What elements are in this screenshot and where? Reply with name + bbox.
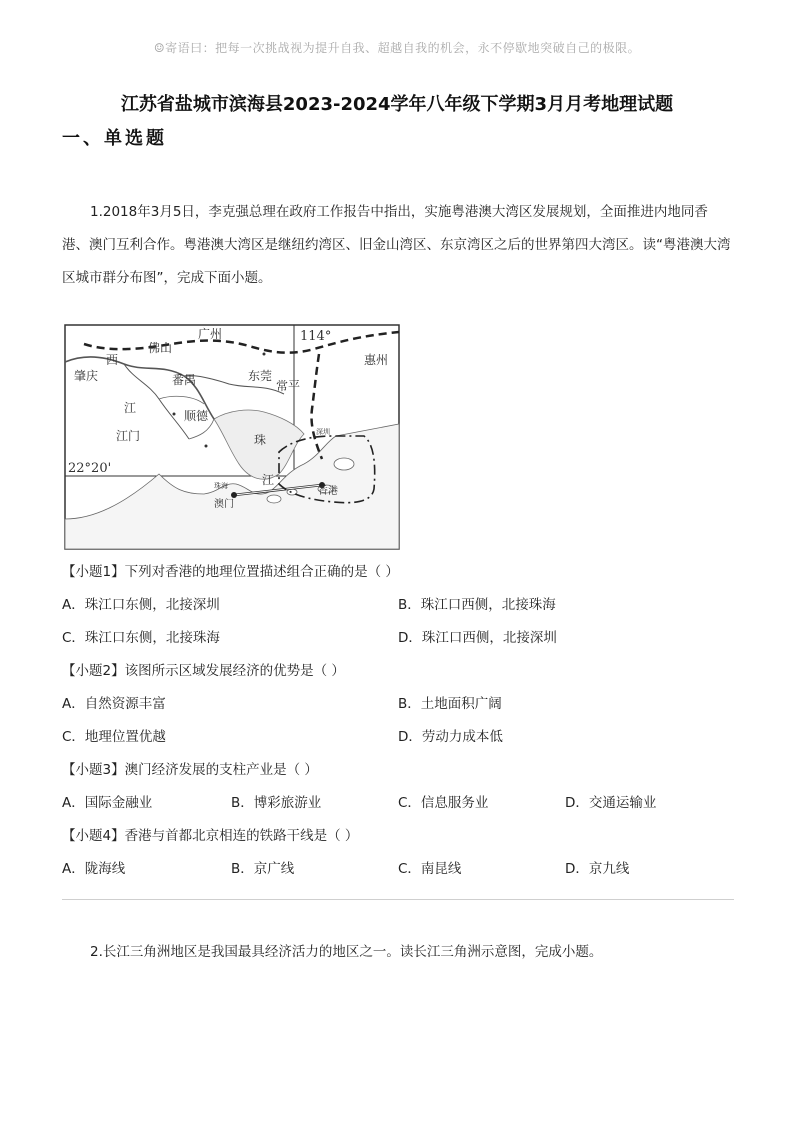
sub2-option-d[interactable]: D．劳动力成本低 <box>398 729 503 745</box>
label-jiang-1: 江 <box>124 401 137 415</box>
subquestion-2: 【小题2】该图所示区域发展经济的优势是（ ） <box>62 663 345 679</box>
sub1-option-c[interactable]: C．珠江口东侧，北接珠海 <box>62 630 220 646</box>
sub3-option-c[interactable]: C．信息服务业 <box>398 795 489 811</box>
label-hongkong: 香港 <box>318 486 338 497</box>
sub3-option-d[interactable]: D．交通运输业 <box>565 795 657 811</box>
sub2-option-a[interactable]: A．自然资源丰富 <box>62 696 166 712</box>
label-huizhou: 惠州 <box>364 353 389 367</box>
sub3-option-b[interactable]: B．博彩旅游业 <box>231 795 322 811</box>
sub1-option-b[interactable]: B．珠江口西侧，北接珠海 <box>398 597 556 613</box>
sub4-option-d[interactable]: D．京九线 <box>565 861 630 877</box>
label-zhuhai: 珠海 <box>214 482 228 490</box>
section-heading: 一、单选题 <box>62 128 167 149</box>
label-macau: 澳门 <box>214 499 234 510</box>
sub2-option-b[interactable]: B．土地面积广阔 <box>398 696 502 712</box>
sub2-option-c[interactable]: C．地理位置优越 <box>62 729 166 745</box>
question-divider <box>62 899 734 900</box>
label-shenzhen: 深圳 <box>316 428 330 436</box>
sub1-option-d[interactable]: D．珠江口西侧，北接深圳 <box>398 630 557 646</box>
header-motto: ☺寄语曰：把每一次挑战视为提升自我、超越自我的机会，永不停歇地突破自己的极限。 <box>153 41 641 55</box>
label-foshan: 佛山 <box>148 341 173 355</box>
label-jiang-2: 江 <box>262 473 275 487</box>
question-1-stem: 1.2018年3月5日，李克强总理在政府工作报告中指出，实施粤港澳大湾区发展规划，全面推进内地同香港、澳门互利合作。粤港澳大湾区是继纽约湾区、旧金山湾区、东京湾区之后的世界第四大湾区。读“粤港澳大湾区城市群分布图”，完成下面小题。 <box>62 204 731 286</box>
sub1-option-a[interactable]: A．珠江口东侧，北接深圳 <box>62 597 220 613</box>
label-zhu: 珠 <box>254 433 267 447</box>
sub4-option-b[interactable]: B．京广线 <box>231 861 295 877</box>
label-xi: 西 <box>106 353 119 367</box>
sub4-option-c[interactable]: C．南昆线 <box>398 861 462 877</box>
sub4-option-a[interactable]: A．陇海线 <box>62 861 126 877</box>
label-changping: 常平 <box>276 379 301 393</box>
document-title: 江苏省盐城市滨海县2023-2024学年八年级下学期3月月考地理试题 <box>120 94 674 115</box>
label-panyu: 番禺 <box>172 373 197 387</box>
subquestion-4: 【小题4】香港与首都北京相连的铁路干线是（ ） <box>62 828 359 844</box>
question-2-stem: 2.长江三角洲地区是我国最具经济活力的地区之一。读长江三角洲示意图，完成小题。 <box>90 944 603 960</box>
bay-area-map <box>64 324 400 550</box>
label-shunde: 顺德 <box>184 409 209 423</box>
subquestion-1: 【小题1】下列对香港的地理位置描述组合正确的是（ ） <box>62 564 399 580</box>
label-dongguan: 东莞 <box>248 369 273 383</box>
sub3-option-a[interactable]: A．国际金融业 <box>62 795 153 811</box>
label-jiangmen: 江门 <box>116 429 141 443</box>
label-latitude: 22°20' <box>68 461 112 476</box>
subquestion-3: 【小题3】澳门经济发展的支柱产业是（ ） <box>62 762 318 778</box>
macau-dot <box>231 492 237 498</box>
label-zhaoqing: 肇庆 <box>74 369 99 383</box>
label-guangzhou: 广州 <box>198 327 223 341</box>
label-longitude: 114° <box>300 329 332 344</box>
